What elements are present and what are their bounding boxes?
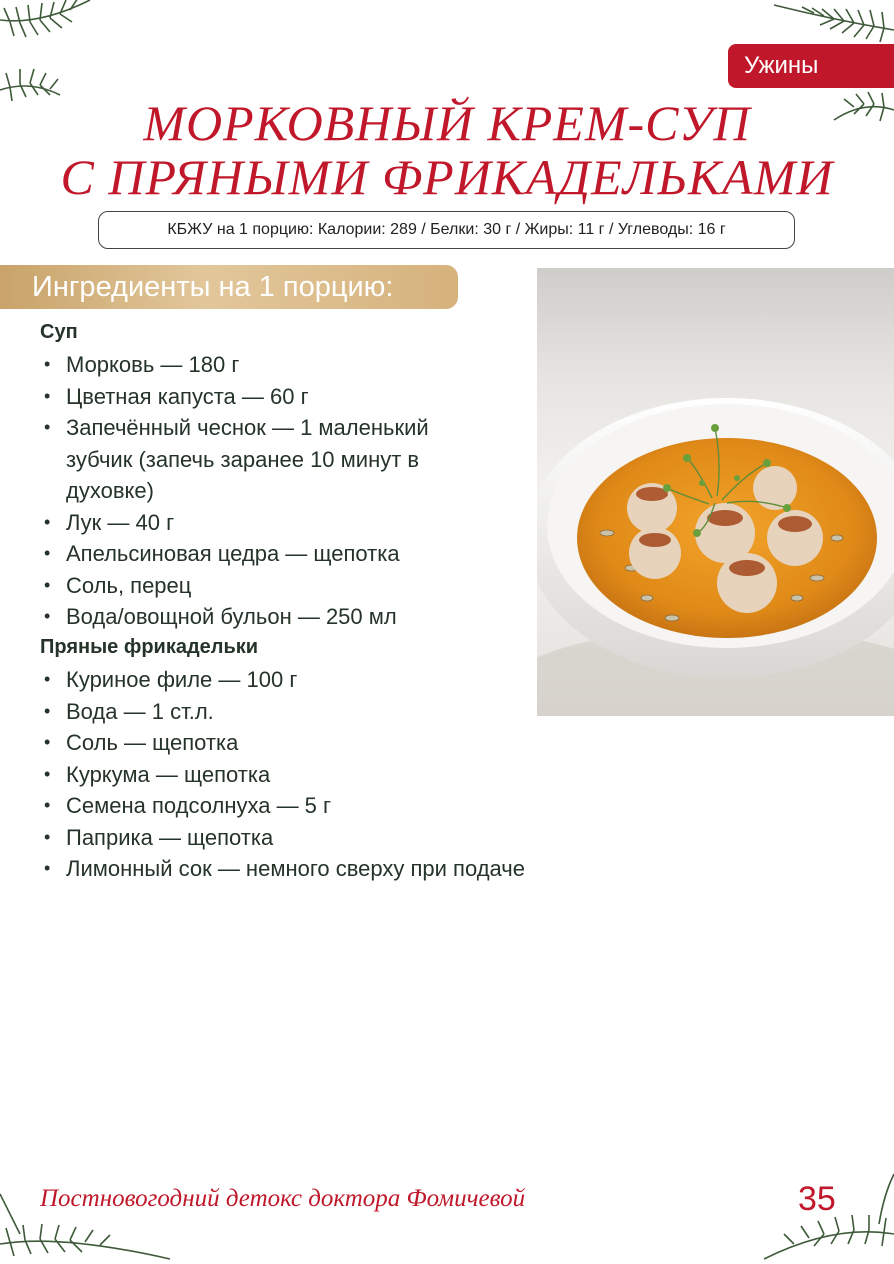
list-item: • Запечённый чеснок — 1 маленький зубчик (запечь заранее 10 минут в духовке) xyxy=(40,412,486,507)
list-item: • Вода/овощной бульон — 250 мл xyxy=(40,601,520,633)
meatballs-section-label: Пряные фрикадельки xyxy=(40,636,259,658)
nutrition-info: КБЖУ на 1 порцию: Калории: 289 / Белки: 30 г / Жиры: 11 г / Углеводы: 16 г xyxy=(98,211,795,249)
list-item: • Лук — 40 г xyxy=(40,507,520,539)
list-item: • Семена подсолнуха — 5 г xyxy=(40,790,520,822)
page-number: 35 xyxy=(798,1180,836,1218)
footer-text: Постновогодний детокс доктора Фомичевой xyxy=(40,1185,526,1212)
soup-ingredient-list xyxy=(40,349,520,633)
list-item: • Паприка — щепотка xyxy=(40,822,520,854)
list-item: • Куркума — щепотка xyxy=(40,759,520,791)
list-item: • Соль, перец xyxy=(40,570,520,602)
list-item: • Цветная капуста — 60 г xyxy=(40,381,520,413)
list-item: • Морковь — 180 г xyxy=(40,349,520,381)
meatballs-ingredient-list xyxy=(40,664,525,885)
recipe-title-line1: МОРКОВНЫЙ КРЕМ-СУП xyxy=(143,95,751,151)
soup-bowl-illustration xyxy=(537,268,894,716)
recipe-title xyxy=(0,96,894,204)
list-item: • Лимонный сок — немного сверху при подаче xyxy=(40,853,536,885)
list-item: • Апельсиновая цедра — щепотка xyxy=(40,538,520,570)
category-badge: Ужины xyxy=(728,44,894,88)
soup-photo xyxy=(537,268,894,716)
ingredients-header: Ингредиенты на 1 порцию: xyxy=(0,265,458,309)
soup-section-label: Суп xyxy=(40,321,78,343)
recipe-title-line2: С ПРЯНЫМИ ФРИКАДЕЛЬКАМИ xyxy=(60,149,834,205)
pine-branch-bottom-right xyxy=(664,1164,894,1264)
list-item: • Вода — 1 ст.л. xyxy=(40,696,520,728)
list-item: • Куриное филе — 100 г xyxy=(40,664,520,696)
list-item: • Соль — щепотка xyxy=(40,727,520,759)
